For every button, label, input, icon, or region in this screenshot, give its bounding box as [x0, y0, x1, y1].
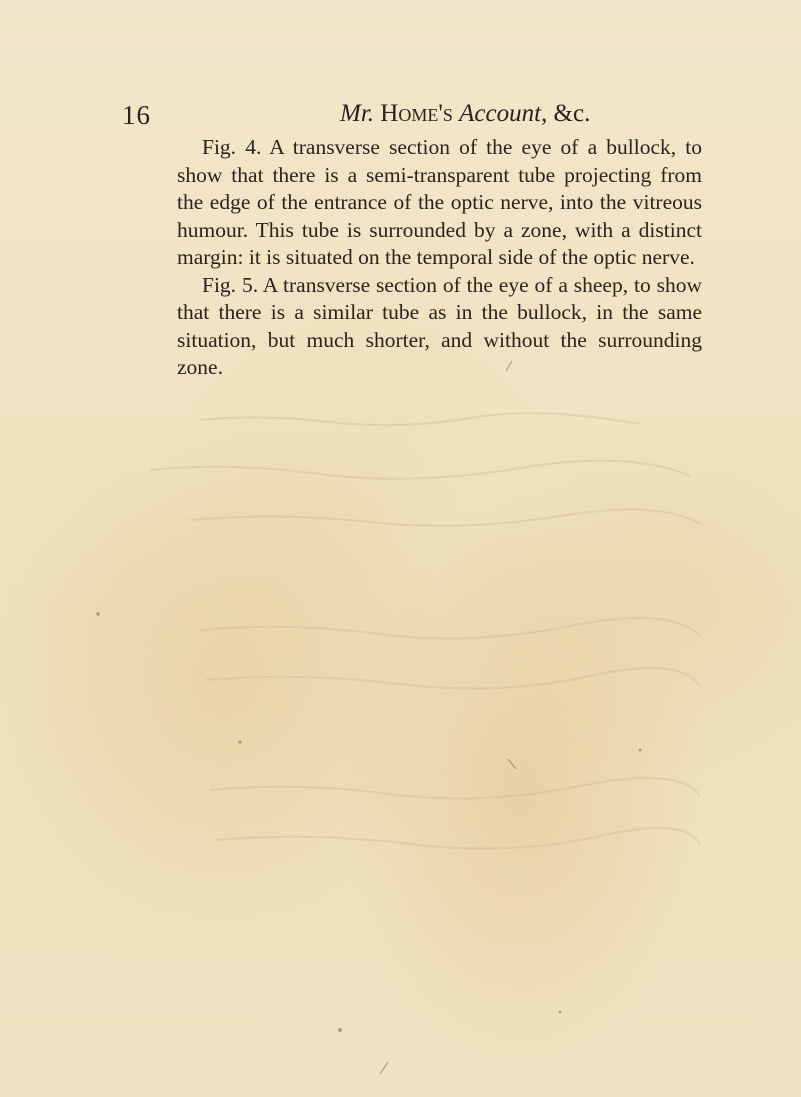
title-prefix: Mr. [340, 100, 375, 127]
fig-label: Fig. 4. [202, 135, 262, 159]
paragraph-fig-4 [177, 134, 702, 272]
running-head [122, 96, 682, 136]
title-author: Home's [380, 100, 453, 127]
fig-label: Fig. 5. [202, 272, 259, 297]
body-text [177, 134, 702, 382]
paragraph-fig-5 [177, 272, 702, 382]
paragraph-text: A transverse section of the eye of a bullock, to show that there is a semi-transparent tube projecting from the edge of the entrance of the optic nerve, into the vitreous humour. This tube is surrounded by a zone, with a distinct margin: it is situated on the temporal side of the optic nerve. [177, 135, 702, 269]
title-rest: Account, [459, 100, 548, 127]
paragraph-text: A transverse section of the eye of a sheep, to show that there is a similar tube as in the bullock, in the same situation, but much shorter, and without the surrounding zone. [177, 272, 702, 379]
title-suffix: &c. [553, 100, 591, 127]
page-number: 16 [122, 100, 151, 130]
running-title [340, 100, 590, 128]
